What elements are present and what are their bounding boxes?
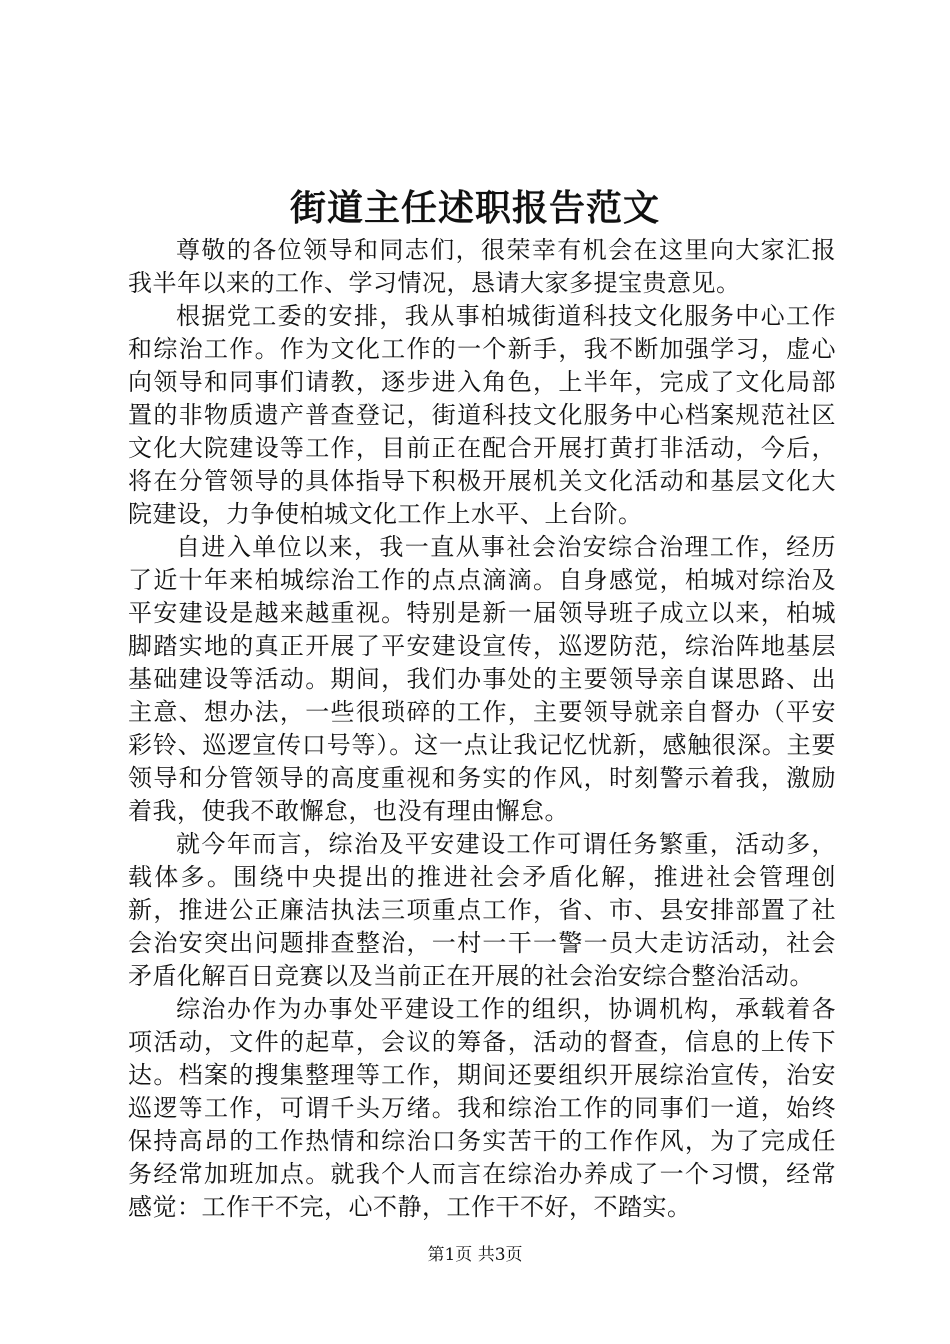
paragraph: 尊敬的各位领导和同志们，很荣幸有机会在这里向大家汇报我半年以来的工作、学习情况，恳请大家多提宝贵意见。: [128, 236, 836, 297]
paragraph: 根据党工委的安排，我从事柏城街道科技文化服务中心工作和综治工作。作为文化工作的一个新手，我不断加强学习，虚心向领导和同事们请教，逐步进入角色，上半年，完成了文化局部置的非物质遗产普查登记，街道科技文化服务中心档案规范社区文化大院建设等工作，目前正在配合开展打黄打非活动，今后，将在分管领导的具体指导下积极开展机关文化活动和基层文化大院建设，力争使柏城文化工作上水平、上台阶。: [128, 302, 836, 528]
page-number-footer: 第1页 共3页: [427, 1245, 523, 1265]
paragraph: 综治办作为办事处平建设工作的组织，协调机构，承载着各项活动，文件的起草，会议的筹备，活动的督查，信息的上传下达。档案的搜集整理等工作，期间还要组织开展综治宣传，治安巡逻等工作，可谓千头万绪。我和综治工作的同事们一道，始终保持高昂的工作热情和综治口务实苦干的工作作风，为了完成任务经常加班加点。就我个人而言在综治办养成了一个习惯，经常感觉：工作干不完，心不静，工作干不好，不踏实。: [128, 995, 836, 1221]
paragraph: 自进入单位以来，我一直从事社会治安综合治理工作，经历了近十年来柏城综治工作的点点滴滴。自身感觉，柏城对综治及平安建设是越来越重视。特别是新一届领导班子成立以来，柏城脚踏实地的真正开展了平安建设宣传，巡逻防范，综治阵地基层基础建设等活动。期间，我们办事处的主要领导亲自谋思路、出主意、想办法，一些很琐碎的工作，主要领导就亲自督办（平安彩铃、巡逻宣传口号等）。这一点让我记忆忧新，感触很深。主要领导和分管领导的高度重视和务实的作风，时刻警示着我，激励着我，使我不敢懈怠，也没有理由懈怠。: [128, 533, 836, 825]
document-title: 街道主任述职报告范文: [289, 187, 660, 229]
document-body: [128, 234, 836, 1224]
paragraph: 就今年而言，综治及平安建设工作可谓任务繁重，活动多，载体多。围绕中央提出的推进社会矛盾化解，推进社会管理创新，推进公正廉洁执法三项重点工作，省、市、县安排部置了社会治安突出问题排查整治，一村一干一警一员大走访活动，社会矛盾化解百日竞赛以及当前正在开展的社会治安综合整治活动。: [128, 830, 836, 990]
